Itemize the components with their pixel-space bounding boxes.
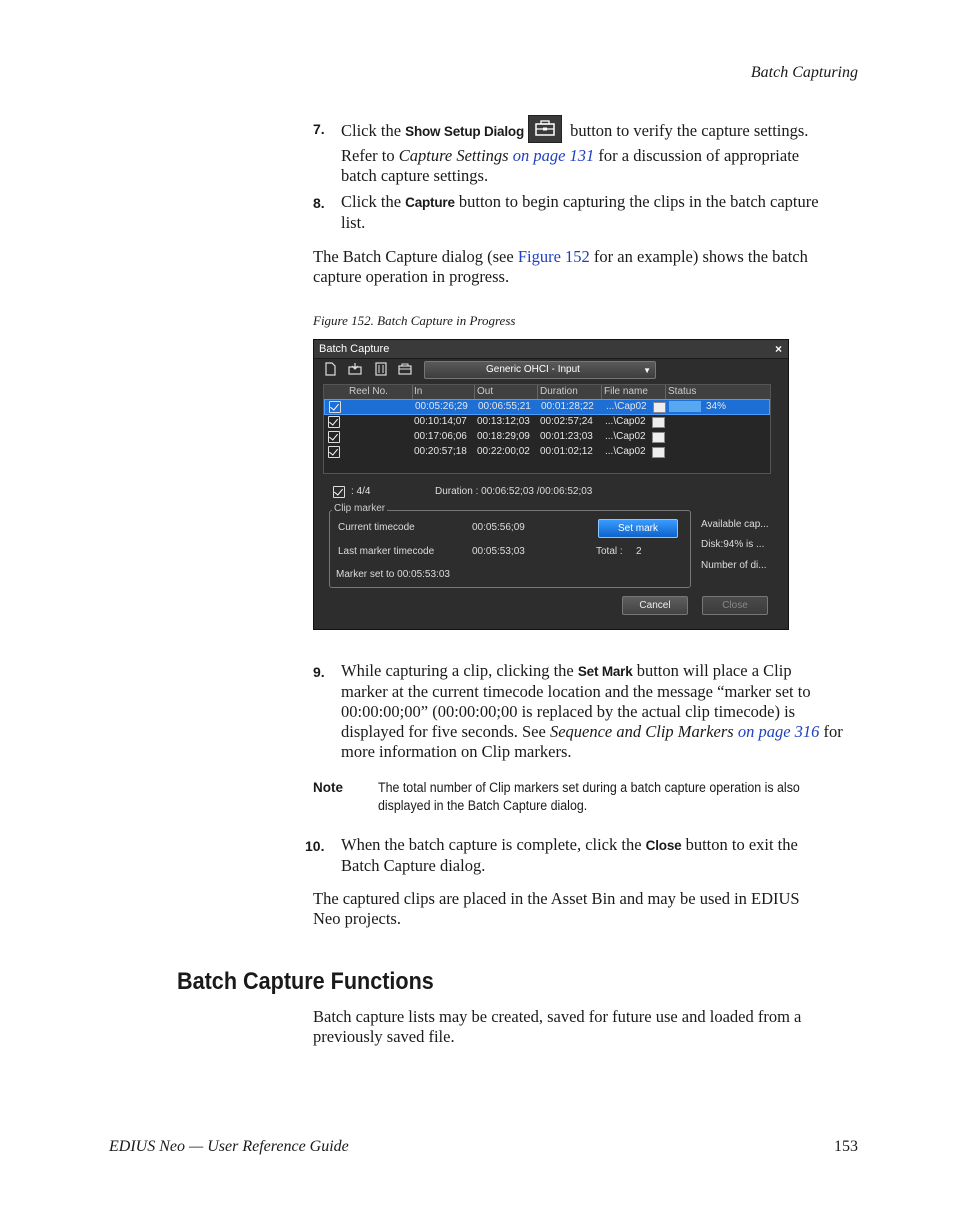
paragraph: [313, 247, 861, 287]
cell-file: ...\Cap02: [605, 416, 646, 427]
step-text: marker at the current timecode location and the message “marker set to: [341, 682, 811, 701]
footer-title: EDIUS Neo — User Reference Guide: [109, 1138, 349, 1155]
dialog-title: Batch Capture: [319, 343, 390, 355]
col-status[interactable]: Status: [668, 386, 697, 397]
select-all[interactable]: [329, 485, 389, 499]
cross-ref: Sequence and Clip Markers: [549, 722, 734, 741]
figure-link[interactable]: Figure 152: [517, 247, 590, 266]
cell-duration: 00:02:57;24: [540, 416, 593, 427]
cell-out: 00:22:00;02: [477, 446, 530, 457]
chevron-down-icon: ▼: [643, 366, 651, 375]
cell-in: 00:10:14;07: [414, 416, 467, 427]
para-text: previously saved file.: [313, 1027, 455, 1046]
device-dropdown[interactable]: [424, 361, 656, 379]
para-text: capture operation in progress.: [313, 267, 510, 286]
col-out[interactable]: Out: [477, 386, 494, 397]
cell-duration: 00:01:28;22: [541, 401, 594, 412]
current-tc-value: 00:05:56;09: [472, 522, 525, 533]
para-text: Neo projects.: [313, 909, 401, 928]
cell-status: 34%: [706, 401, 727, 412]
folder-icon[interactable]: [652, 417, 665, 428]
number-of-discs: Number of di...: [701, 560, 767, 571]
cancel-button[interactable]: Cancel: [622, 596, 688, 615]
save-list-icon[interactable]: [374, 362, 388, 376]
col-in[interactable]: In: [414, 386, 423, 397]
step-number: 10.: [305, 838, 325, 854]
table-row[interactable]: [324, 399, 770, 415]
cell-in: 00:20:57;18: [414, 446, 467, 457]
step-text: more information on Clip markers.: [341, 742, 572, 761]
batch-list: [323, 384, 771, 474]
step-text: Click the: [341, 120, 406, 140]
para-text: for an example) shows the batch: [589, 247, 808, 266]
row-checkbox[interactable]: [328, 431, 340, 443]
open-list-icon[interactable]: [348, 362, 362, 376]
total-duration: Duration : 00:06:52;03 /00:06:52;03: [435, 486, 593, 497]
setup-dialog-icon[interactable]: [398, 362, 412, 376]
section-title: Batch Capture Functions: [177, 968, 434, 995]
step-text: 00:00:00;00” (00:00:00;00 is replaced by the actual clip timecode) is: [341, 702, 796, 721]
last-tc-value: 00:05:53;03: [472, 546, 525, 557]
total-value: 2: [636, 546, 642, 557]
step-text: When the batch capture is complete, click the: [341, 835, 646, 854]
step-text: button will place a Clip: [632, 661, 792, 680]
step-number: 9.: [313, 664, 325, 680]
clip-count: : 4/4: [351, 486, 371, 497]
step-text: button to exit the: [681, 835, 798, 854]
total-label: Total :: [596, 546, 623, 557]
table-row[interactable]: [324, 445, 768, 459]
available-capacity: Available cap...: [701, 519, 769, 530]
group-label: Clip marker: [334, 503, 386, 514]
figure-caption: Figure 152. Batch Capture in Progress: [313, 313, 516, 328]
close-icon[interactable]: ×: [774, 342, 782, 356]
set-mark-button[interactable]: Set mark: [598, 519, 678, 538]
cell-file: ...\Cap02: [605, 431, 646, 442]
step-text: button to begin capturing the clips in the batch capture: [454, 192, 819, 211]
row-checkbox[interactable]: [328, 416, 340, 428]
progress-bar: [669, 401, 701, 412]
step-text: batch capture settings.: [341, 166, 489, 185]
step-text: list.: [341, 213, 366, 232]
list-header: [324, 385, 770, 400]
ui-term: Capture: [405, 195, 455, 210]
step-number: 7.: [313, 121, 325, 137]
disk-usage: Disk:94% is ...: [701, 539, 765, 550]
col-reel[interactable]: Reel No.: [349, 386, 388, 397]
cell-duration: 00:01:23;03: [540, 431, 593, 442]
cell-in: 00:17:06;06: [414, 431, 467, 442]
paragraph: [313, 1007, 861, 1047]
step-text: Click the: [341, 192, 406, 211]
last-tc-label: Last marker timecode: [338, 546, 435, 557]
para-text: The captured clips are placed in the Asset Bin and may be used in EDIUS: [313, 889, 800, 908]
para-text: Batch capture lists may be created, saved for future use and loaded from a: [313, 1007, 802, 1026]
para-text: The Batch Capture dialog (see: [313, 247, 518, 266]
marker-message: Marker set to 00:05:53:03: [336, 569, 450, 580]
cell-out: 00:13:12;03: [477, 416, 530, 427]
device-value: Generic OHCI - Input: [486, 364, 580, 375]
step-text: for a discussion of appropriate: [594, 146, 800, 165]
table-row[interactable]: [324, 430, 768, 444]
cell-in: 00:05:26;29: [415, 401, 468, 412]
page-link[interactable]: on page 316: [737, 722, 820, 741]
step-text: Refer to: [341, 146, 399, 165]
cell-out: 00:06:55;21: [478, 401, 531, 412]
step-8: [341, 192, 861, 233]
current-tc-label: Current timecode: [338, 522, 415, 533]
cross-ref: Capture Settings: [398, 146, 509, 165]
page-link[interactable]: on page 131: [512, 146, 595, 165]
ui-term: Close: [645, 838, 682, 853]
note-text: The total number of Clip markers set during a batch capture operation is also displayed in the Batch Capture dialog.: [378, 780, 800, 813]
paragraph: [313, 889, 861, 929]
ui-term: Show Setup Dialog: [405, 123, 525, 139]
step-text: displayed for five seconds. See: [341, 722, 550, 741]
folder-icon[interactable]: [653, 402, 666, 413]
running-header: Batch Capturing: [750, 64, 858, 81]
step-10: [341, 835, 861, 876]
note-label: Note: [313, 780, 343, 795]
step-text: Batch Capture dialog.: [341, 856, 486, 875]
ui-term: Set Mark: [577, 664, 633, 679]
col-file[interactable]: File name: [604, 386, 648, 397]
page-number: 153: [834, 1138, 858, 1155]
cell-out: 00:18:29;09: [477, 431, 530, 442]
folder-icon[interactable]: [652, 447, 665, 458]
cell-file: ...\Cap02: [606, 401, 647, 412]
row-checkbox[interactable]: [328, 446, 340, 458]
table-row[interactable]: [324, 415, 768, 429]
setup-dialog-icon: [528, 115, 562, 143]
dialog-titlebar: [314, 340, 788, 359]
cell-file: ...\Cap02: [605, 446, 646, 457]
select-all-checkbox[interactable]: [333, 486, 345, 498]
col-duration[interactable]: Duration: [540, 386, 578, 397]
step-text: While capturing a clip, clicking the: [341, 661, 578, 680]
batch-capture-dialog: [313, 339, 789, 630]
step-9: [341, 661, 861, 762]
folder-icon[interactable]: [652, 432, 665, 443]
close-button[interactable]: Close: [702, 596, 768, 615]
row-checkbox[interactable]: [329, 401, 341, 413]
step-number: 8.: [313, 195, 325, 211]
step-text: for: [819, 722, 843, 741]
step-text: button to verify the capture settings.: [566, 120, 809, 140]
cell-duration: 00:01:02;12: [540, 446, 593, 457]
step-7: [341, 118, 861, 186]
new-list-icon[interactable]: [323, 362, 337, 376]
